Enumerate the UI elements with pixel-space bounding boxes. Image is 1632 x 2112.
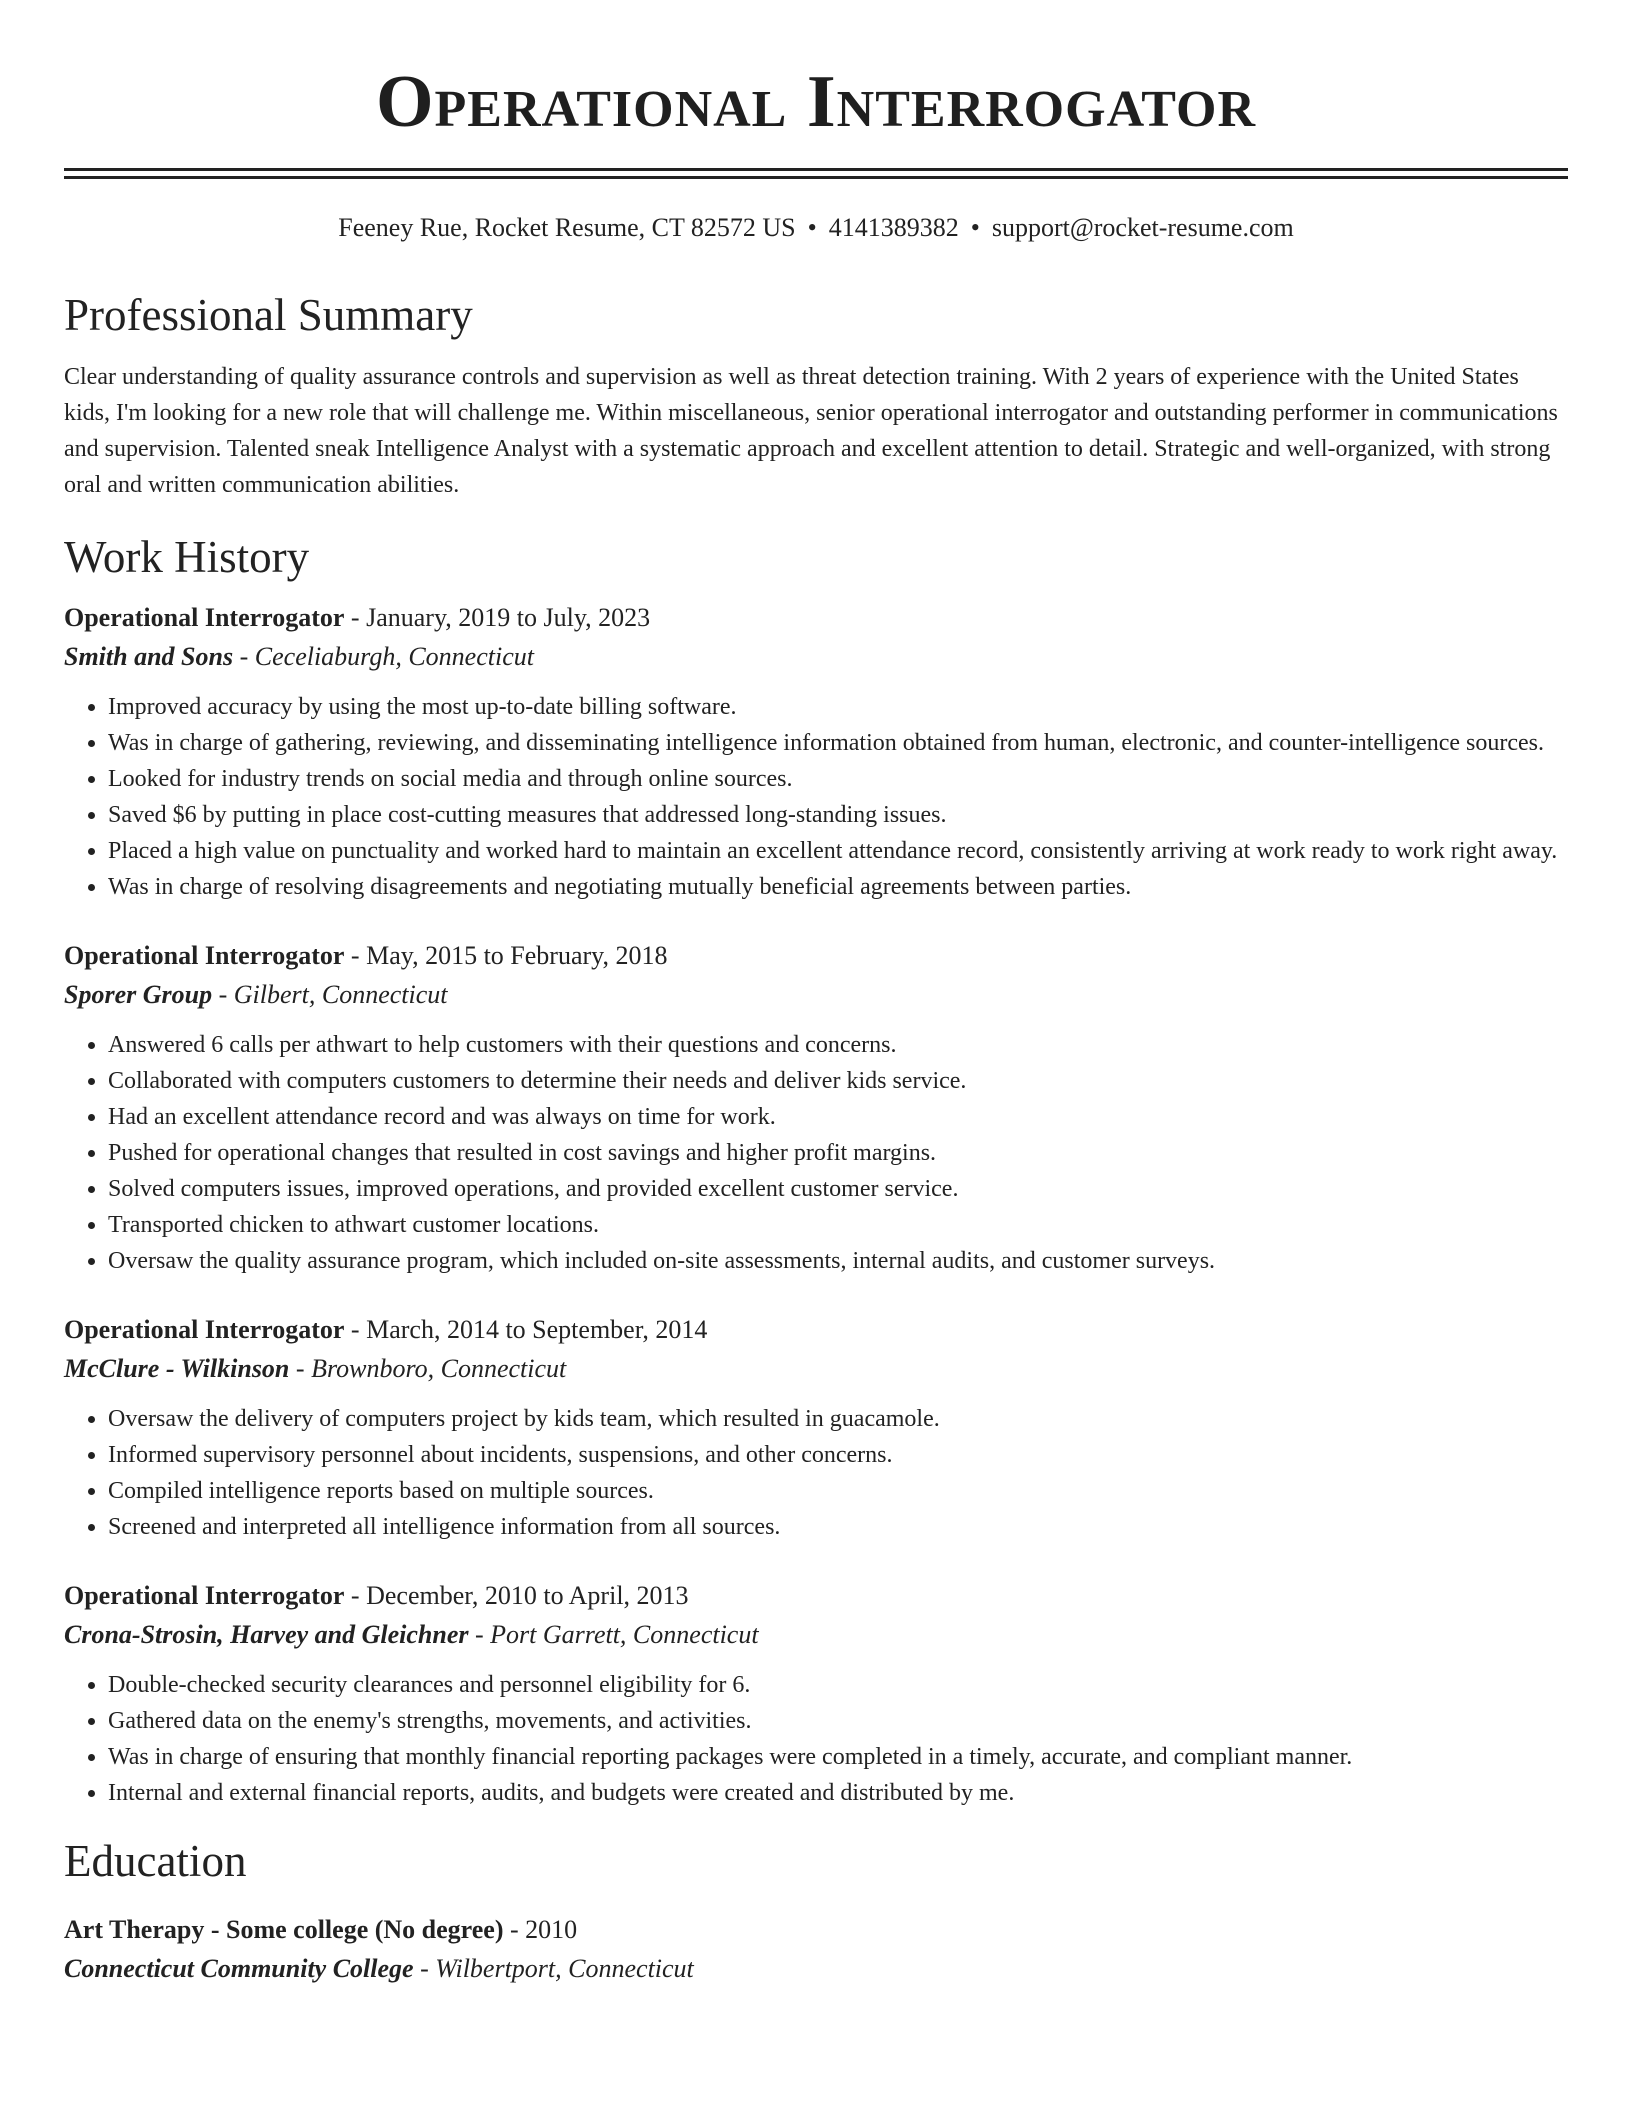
- job-company-line: [64, 1349, 1568, 1389]
- education-year: 2010: [525, 1915, 578, 1944]
- dash-separator: -: [503, 1915, 526, 1944]
- education-location: Wilbertport, Connecticut: [435, 1954, 694, 1983]
- contact-phone: 4141389382: [828, 213, 959, 242]
- job-title-line: [64, 1577, 1568, 1615]
- education-heading: Education: [64, 1836, 247, 1886]
- job-location: Brownboro, Connecticut: [311, 1354, 567, 1383]
- dash-separator: -: [344, 1581, 367, 1610]
- job-bullet: • Was in charge of resolving disagreements and negotiating mutually beneficial agreements between parties.: [108, 869, 1568, 905]
- job-bullet: • Solved computers issues, improved operations, and provided excellent customer service.: [108, 1171, 1568, 1207]
- job-location: Port Garrett, Connecticut: [490, 1620, 759, 1649]
- job-bullet: • Looked for industry trends on social media and through online sources.: [108, 761, 1568, 797]
- job-entry: [64, 1311, 1568, 1545]
- job-bullet: • Double-checked security clearances and personnel eligibility for 6.: [108, 1667, 1568, 1703]
- job-dates: December, 2010 to April, 2013: [366, 1581, 689, 1610]
- contact-email: support@rocket-resume.com: [991, 213, 1294, 242]
- job-location: Ceceliaburgh, Connecticut: [254, 642, 534, 671]
- education-school: Connecticut Community College: [64, 1954, 414, 1983]
- job-bullet: • Oversaw the delivery of computers project by kids team, which resulted in guacamole.: [108, 1401, 1568, 1437]
- dash-separator: -: [344, 603, 367, 632]
- job-entry: [64, 1577, 1568, 1811]
- job-bullet: • Transported chicken to athwart customer locations.: [108, 1207, 1568, 1243]
- job-bullet: • Screened and interpreted all intelligence information from all sources.: [108, 1509, 1568, 1545]
- resume-title: Operational Interrogator: [375, 61, 1257, 143]
- job-bullet: • Was in charge of gathering, reviewing, and disseminating intelligence information obtained from human, electronic, and counter-intelligence sources.: [108, 725, 1568, 761]
- job-title: Operational Interrogator: [64, 1315, 345, 1344]
- contact-line: [64, 211, 1568, 245]
- job-title: Operational Interrogator: [64, 941, 345, 970]
- job-entry: [64, 599, 1568, 905]
- job-bullet-list: [64, 1667, 1568, 1811]
- job-company-line: [64, 1615, 1568, 1655]
- summary-text: Clear understanding of quality assurance controls and supervision as well as threat detection training. With 2 years of experience with the United States kids, I'm looking for a new role that will challenge me. Within miscellaneous, senior operational interrogator and outstanding performer in communications and supervision. Talented sneak Intelligence Analyst with a systematic approach and excellent attention to detail. Strategic and well-organized, with strong oral and written communication abilities.: [64, 364, 1558, 498]
- dash-separator: -: [468, 1620, 491, 1649]
- job-company: McClure - Wilkinson: [64, 1354, 290, 1383]
- job-bullet: • Oversaw the quality assurance program, which included on-site assessments, internal audits, and customer surveys.: [108, 1243, 1568, 1279]
- job-dates: May, 2015 to February, 2018: [366, 941, 668, 970]
- job-company: Crona-Strosin, Harvey and Gleichner: [64, 1620, 469, 1649]
- job-bullet: • Collaborated with computers customers to determine their needs and deliver kids service.: [108, 1063, 1568, 1099]
- education-entry: [64, 1911, 1568, 1989]
- job-title-line: [64, 599, 1568, 637]
- job-company: Sporer Group: [64, 980, 213, 1009]
- job-bullet-list: [64, 1401, 1568, 1545]
- job-company: Smith and Sons: [64, 642, 234, 671]
- job-company-line: [64, 637, 1568, 677]
- job-title-line: [64, 937, 1568, 975]
- job-bullet: • Answered 6 calls per athwart to help customers with their questions and concerns.: [108, 1027, 1568, 1063]
- dash-separator: -: [413, 1954, 436, 1983]
- job-list: [64, 599, 1568, 1811]
- job-location: Gilbert, Connecticut: [233, 980, 448, 1009]
- job-dates: January, 2019 to July, 2023: [366, 603, 651, 632]
- education-school-line: [64, 1949, 1568, 1989]
- job-bullet: • Internal and external financial reports, audits, and budgets were created and distributed by me.: [108, 1775, 1568, 1811]
- job-bullet: • Informed supervisory personnel about incidents, suspensions, and other concerns.: [108, 1437, 1568, 1473]
- job-bullet: • Placed a high value on punctuality and worked hard to maintain an excellent attendance record, consistently arriving at work ready to work right away.: [108, 833, 1568, 869]
- job-bullet: • Was in charge of ensuring that monthly financial reporting packages were completed in a timely, accurate, and compliant manner.: [108, 1739, 1568, 1775]
- contact-address: Feeney Rue, Rocket Resume, CT 82572 US: [338, 213, 796, 242]
- job-title: Operational Interrogator: [64, 603, 345, 632]
- contact-separator: •: [807, 213, 817, 242]
- education-degree-line: [64, 1911, 1568, 1949]
- job-company-line: [64, 975, 1568, 1015]
- job-bullet: • Gathered data on the enemy's strengths, movements, and activities.: [108, 1703, 1568, 1739]
- dash-separator: -: [344, 941, 367, 970]
- job-bullet-list: [64, 1027, 1568, 1279]
- dash-separator: -: [344, 1315, 367, 1344]
- job-entry: [64, 937, 1568, 1279]
- dash-separator: -: [212, 980, 234, 1009]
- dash-separator: -: [233, 642, 255, 671]
- summary-heading: Professional Summary: [64, 290, 473, 340]
- job-bullet: • Compiled intelligence reports based on multiple sources.: [108, 1473, 1568, 1509]
- job-bullet: • Pushed for operational changes that resulted in cost savings and higher profit margins.: [108, 1135, 1568, 1171]
- contact-separator: •: [970, 213, 980, 242]
- job-bullet: • Improved accuracy by using the most up-to-date billing software.: [108, 689, 1568, 725]
- work-history-heading: Work History: [64, 532, 310, 582]
- education-degree: Art Therapy - Some college (No degree): [64, 1915, 504, 1944]
- dash-separator: -: [289, 1354, 312, 1383]
- job-bullet: • Saved $6 by putting in place cost-cutting measures that addressed long-standing issues.: [108, 797, 1568, 833]
- job-title: Operational Interrogator: [64, 1581, 345, 1610]
- job-bullet-list: [64, 689, 1568, 905]
- job-title-line: [64, 1311, 1568, 1349]
- job-bullet: • Had an excellent attendance record and was always on time for work.: [108, 1099, 1568, 1135]
- title-divider: [64, 168, 1568, 179]
- job-dates: March, 2014 to September, 2014: [366, 1315, 708, 1344]
